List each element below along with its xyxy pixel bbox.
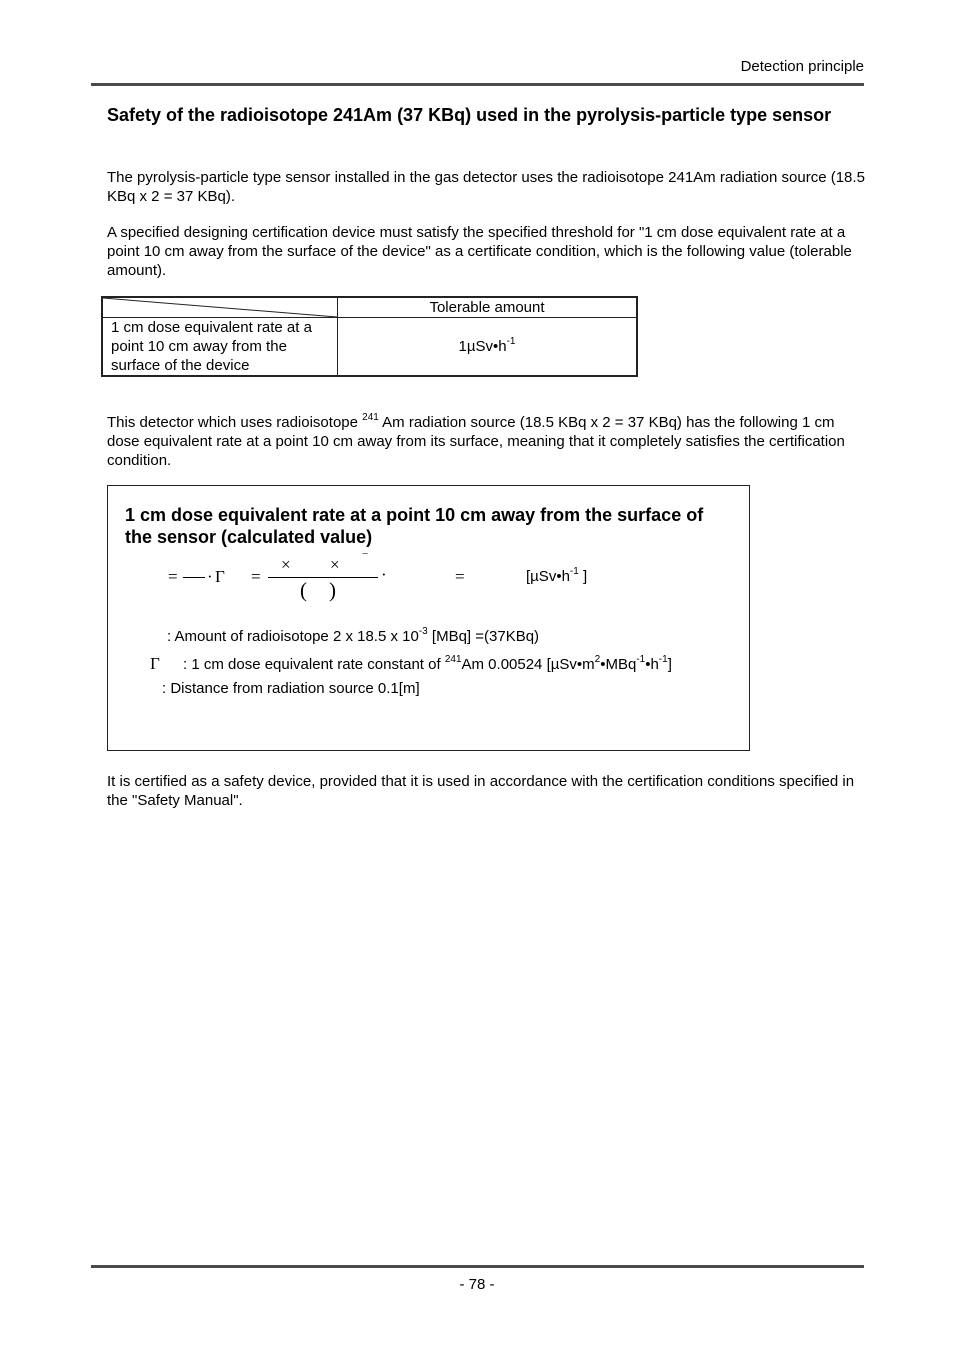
formula-dot2: · — [381, 565, 387, 584]
header-rule — [91, 83, 864, 86]
def1-post: [MBq] =(37KBq) — [427, 628, 540, 645]
formula-minus: − — [362, 548, 369, 560]
paragraph-4: It is certified as a safety device, provided that it is used in accordance with the certification conditions specified in the "Safety Manual". — [107, 773, 855, 809]
def1-pre: : Amount of radioisotope 2 x 18.5 x 10 — [167, 628, 419, 645]
para3-post: Am radiation source (18.5 KBq x 2 = 37 KBq) has the following 1 cm dose equivalent rate at a point 10 cm away from its surface, meaning that it completely satisfies the certification condition. — [107, 414, 845, 469]
unit-base: [µSv•h — [526, 568, 570, 585]
formula-dot1: · — [207, 567, 213, 586]
formula-gamma: Γ — [215, 567, 225, 586]
page-number: - 78 - — [459, 1276, 495, 1293]
formula-eq1: = — [168, 567, 178, 586]
formula-paren-open: ( — [300, 578, 307, 602]
definition-distance: : Distance from radiation source 0.1[m] — [162, 680, 420, 697]
table-header-tolerable: Tolerable amount — [338, 297, 638, 318]
def2-sup4: -1 — [658, 654, 668, 665]
formula-paren-close: ) — [329, 578, 336, 602]
para3-pre: This detector which uses radioisotope — [107, 414, 363, 431]
definition-constant — [183, 656, 672, 673]
value-base: 1µSv•h — [458, 338, 507, 355]
def2-sup1: 241 — [444, 654, 462, 665]
formula-eq2: = — [251, 567, 261, 586]
def2-mid2: •MBq — [600, 656, 637, 673]
box-title: 1 cm dose equivalent rate at a point 10 cm away from the surface of the sensor (calculated value) — [125, 505, 704, 547]
value-sup: -1 — [506, 336, 516, 347]
table-row-label: 1 cm dose equivalent rate at a point 10 cm away from the surface of the device — [102, 318, 338, 377]
header-section: Detection principle — [740, 58, 864, 75]
unit-sup: -1 — [569, 566, 579, 577]
para3-sup: 241 — [362, 412, 379, 423]
section-title: Safety of the radioisotope 241Am (37 KBq) used in the pyrolysis-particle type sensor — [107, 105, 832, 125]
def2-mid: Am 0.00524 [µSv•m — [461, 656, 595, 673]
diagonal-line — [103, 298, 337, 317]
formula-eq3: = — [455, 567, 465, 586]
formula-unit — [526, 568, 587, 585]
formula-fraction-bar-2 — [268, 577, 378, 578]
table-corner-cell — [102, 297, 338, 318]
def2-gamma-symbol: Γ — [150, 654, 160, 673]
definition-amount — [167, 628, 539, 645]
formula-fraction-bar-1 — [183, 577, 205, 578]
paragraph-2: A specified designing certification device must satisfy the specified threshold for "1 cm dose equivalent rate at a point 10 cm away from the surface of the device" as a certificate condition, which is the following value (tolerable amount). — [107, 224, 852, 279]
footer-rule — [91, 1265, 864, 1268]
def2-mid3: •h — [645, 656, 659, 673]
def2-sup2: 2 — [594, 654, 601, 665]
paragraph-1: The pyrolysis-particle type sensor installed in the gas detector uses the radioisotope 241Am radiation source (18.5 KBq x 2 = 37 KBq). — [107, 169, 865, 205]
formula-times1: × — [281, 555, 291, 574]
formula-times2: × — [330, 555, 340, 574]
unit-end: ] — [578, 568, 588, 585]
paragraph-3 — [107, 413, 867, 470]
def2-post: ] — [667, 656, 672, 673]
table-row-value — [338, 318, 638, 377]
def2-sup3: -1 — [636, 654, 646, 665]
def1-sup: -3 — [418, 626, 428, 637]
tolerable-amount-table — [101, 296, 638, 377]
def2-pre: : 1 cm dose equivalent rate constant of — [183, 656, 445, 673]
